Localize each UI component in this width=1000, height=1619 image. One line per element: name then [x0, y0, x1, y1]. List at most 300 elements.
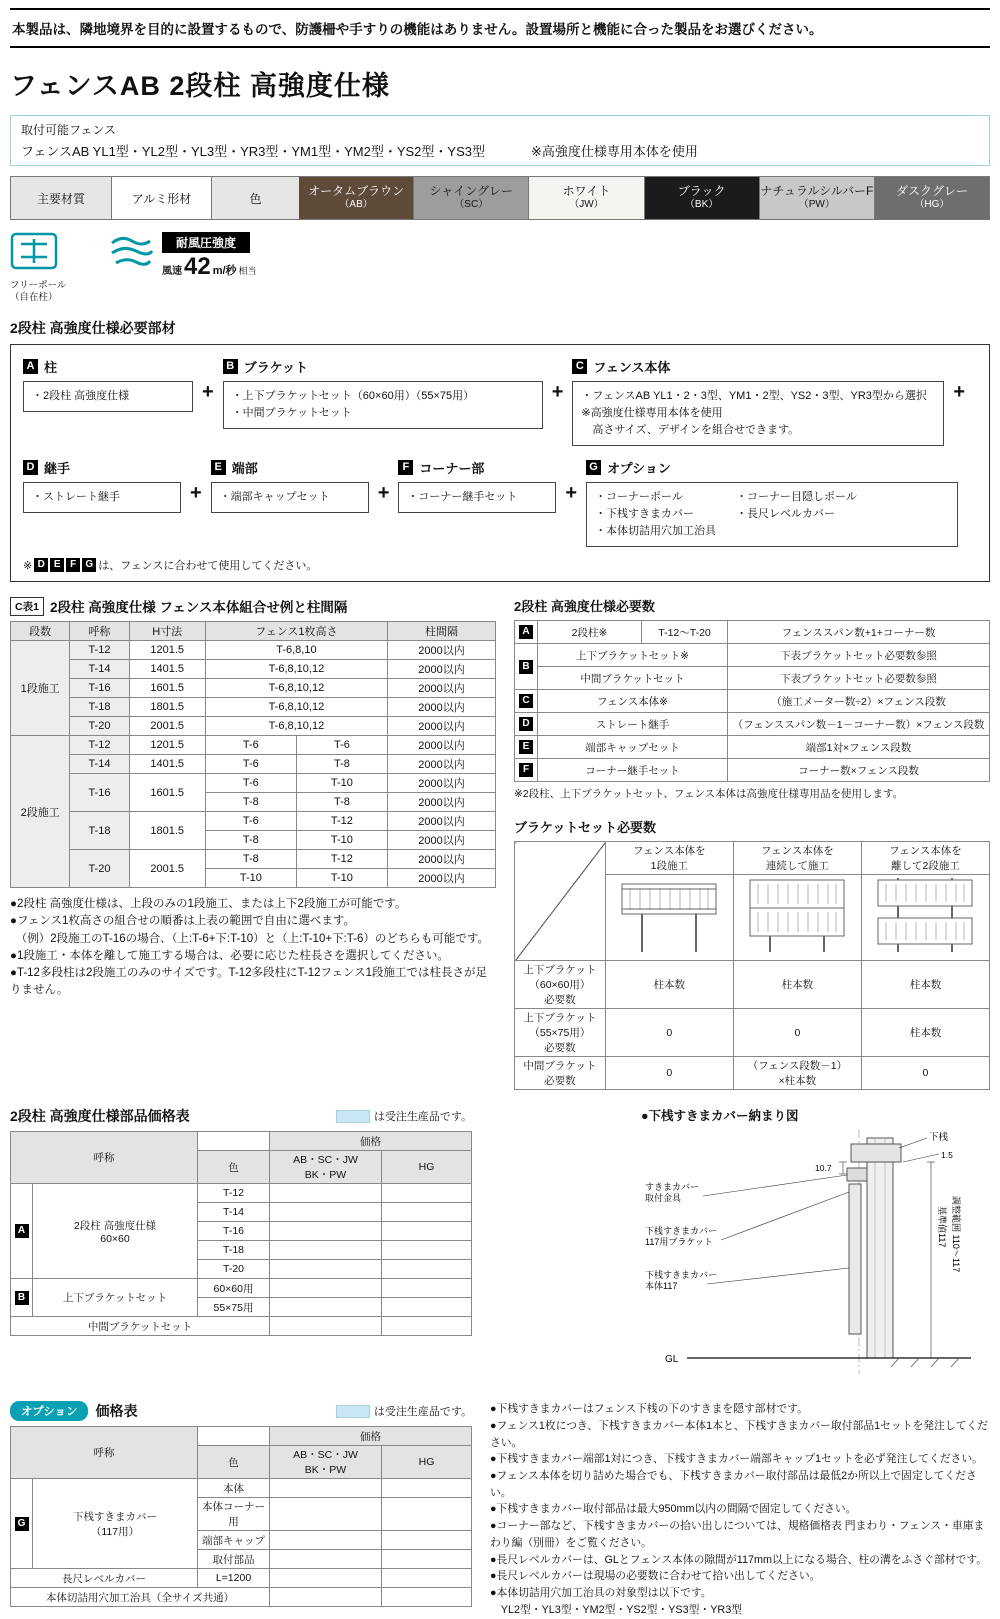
table-cell [270, 1298, 382, 1317]
part-content-joint [23, 482, 181, 513]
table-cell: フェンス1枚高さ [205, 622, 387, 641]
leader-line [899, 1138, 927, 1148]
wind-resistance-badge [110, 232, 257, 279]
text-line: ●フェンス1枚につき、下桟すきまカバー本体1本と、下桟すきまカバー取付部品1セットを発注してください。 [490, 1419, 989, 1449]
table-cell: 柱本数 [605, 961, 733, 1009]
part-item-joint [23, 458, 181, 513]
cover-bracket-label-line1: 下桟すきまカバー [645, 1226, 718, 1237]
text-line: ・本体切詰用穴加工治具 [595, 524, 717, 537]
cover-body-label-line2: 本体117 [645, 1281, 678, 1292]
plus-separator: + [953, 380, 966, 403]
required-table [514, 620, 990, 782]
text-line: ●下桟すきまカバー端部1対につき、下桟すきまカバー端部キャップ1セットを必ず発注してください。 [490, 1453, 983, 1466]
color-label: 色 [211, 177, 299, 219]
table-cell: 1801.5 [129, 698, 205, 717]
ground-hatch [911, 1358, 919, 1367]
text-line: ●フェンス1枚高さの組合せの順番は上表の範囲で自由に選べます。 [10, 915, 355, 928]
price-heading-row [10, 1106, 472, 1126]
leader-line [707, 1268, 849, 1284]
table-cell: フェンス本体を 1段施工 [605, 842, 733, 875]
table-cell: T-10 [296, 831, 387, 850]
part-label-fence-body: フェンス本体 [593, 359, 671, 375]
table-cell: T-6,8,10,12 [205, 679, 387, 698]
letter-c-badge: C [572, 359, 587, 374]
parts-row-1 [23, 357, 977, 446]
color-code: （AB） [339, 199, 373, 211]
standard-value-label: 基準値117 [937, 1206, 947, 1248]
table-cell: 取付部品 [198, 1550, 270, 1569]
table-cell: 中間ブラケットセット [11, 1317, 270, 1336]
material-value: アルミ形材 [111, 177, 211, 219]
text-line: ●長尺レベルカバーは、GLとフェンス本体の隙間が117mm以上になる場合、柱の溝をふさぐ部材です。 [490, 1553, 988, 1566]
table-cell: 2000以内 [387, 831, 495, 850]
text-line: （例）2段施工のT-16の場合、（上:T-6+下:T-10）と（上:T-10+下:T-6）のどちらも可能です。 [10, 932, 489, 945]
table-cell: 端部キャップ [198, 1531, 270, 1550]
section-letter-badge: D [519, 717, 533, 731]
option-badge: オプション [10, 1401, 88, 1421]
table-cell: 2000以内 [387, 774, 495, 793]
made-to-order-legend [336, 1108, 472, 1124]
text-line: ※高強度仕様専用本体を使用 [581, 406, 723, 419]
color-swatch [299, 177, 413, 219]
color-name: ブラック [677, 184, 726, 199]
parts-section-heading: 2段柱 高強度仕様必要部材 [10, 319, 176, 336]
table-cell [382, 1588, 472, 1607]
text-line: ・コーナー目隠しポール [736, 490, 857, 503]
table-cell: 呼称 [70, 622, 129, 641]
combination-title-row [10, 596, 496, 616]
letter-g-badge: G [82, 558, 96, 572]
price-table [10, 1131, 472, 1336]
table-cell [270, 1498, 382, 1531]
table-cell [270, 1550, 382, 1569]
dim-10-7-label: 10.7 [815, 1163, 832, 1174]
color-swatch [413, 177, 528, 219]
table-cell: 2000以内 [387, 698, 495, 717]
part-head-option [586, 458, 958, 477]
table-cell [515, 842, 606, 961]
part-item-fence-body [572, 357, 944, 446]
table-cell [198, 1132, 270, 1151]
table-cell: T-12 [70, 736, 129, 755]
table-cell: 2000以内 [387, 869, 495, 888]
option-price-table [10, 1426, 472, 1607]
text-line: ●下桟すきまカバーはフェンス下桟の下のすきまを隠す部材です。 [490, 1403, 808, 1416]
letter-a-badge: A [23, 359, 38, 374]
table-cell: T-12 [296, 850, 387, 869]
part-head-post [23, 357, 193, 376]
table-cell: 0 [861, 1057, 989, 1090]
table-cell: （施工メーター数÷2）×フェンス段数 [728, 690, 990, 713]
table-cell [382, 1531, 472, 1550]
table-cell: 2段柱 高強度仕様 60×60 [33, 1184, 198, 1279]
table-cell: 2000以内 [387, 679, 495, 698]
part-label-bracket: ブラケット [243, 359, 309, 375]
table-cell: 下桟すきまカバー （117用） [33, 1479, 198, 1569]
legend-text: は受注生産品です。 [373, 1111, 472, 1124]
text-line: ●本体切詰用穴加工治具の対象型は以下です。 [490, 1587, 712, 1600]
plus-separator: + [565, 481, 578, 504]
text-line: ・上下ブラケットセット（60×60用）（55×75用） [231, 389, 475, 402]
notice-bar: 本製品は、隣地境界を目的に設置するもので、防護柵や手すりの機能はありません。設置場所と機能に合った製品をお選びください。 [10, 8, 990, 48]
table-cell: 1401.5 [129, 755, 205, 774]
table-cell: 中間ブラケット 必要数 [515, 1057, 606, 1090]
table-cell [270, 1184, 382, 1203]
made-to-order-legend [336, 1403, 472, 1419]
bracket-table [514, 841, 990, 1090]
table-cell: T-20 [70, 850, 129, 888]
combination-section [10, 596, 496, 1090]
wind-icon [110, 232, 154, 272]
letter-e-badge: E [211, 460, 226, 475]
table-cell: ストレート継手 [538, 713, 728, 736]
table-cell [382, 1550, 472, 1569]
text-line: ・長尺レベルカバー [736, 507, 836, 520]
section-letter-badge: A [519, 625, 533, 639]
freepole-label-line1: フリーポール [10, 280, 67, 291]
fence-separated-illustration [868, 876, 982, 956]
combination-notes [10, 896, 496, 1000]
color-table [10, 176, 990, 220]
price-section [10, 1106, 472, 1385]
color-code: （JW） [569, 199, 604, 211]
part-label-joint: 継手 [44, 460, 71, 476]
table-cell: T-12 [70, 641, 129, 660]
table-cell: T-18 [70, 698, 129, 717]
fence-continuous-illustration [740, 876, 854, 956]
table-cell: T-14 [70, 755, 129, 774]
table-cell [270, 1317, 382, 1336]
table-cell: T-14 [70, 660, 129, 679]
table-cell [270, 1203, 382, 1222]
part-head-fence-body [572, 357, 944, 376]
text-line: ●長尺レベルカバーは現場の必要数に合わせて拾い出してください。 [490, 1570, 821, 1583]
part-content-corner [398, 482, 556, 513]
fence-one-tier-illustration [612, 876, 726, 956]
table-cell: T-6 [205, 812, 296, 831]
text-line: ・2段柱 高強度仕様 [32, 389, 130, 402]
plus-separator: + [377, 481, 390, 504]
part-label-post: 柱 [44, 359, 58, 375]
table-cell: AB・SC・JW BK・PW [270, 1446, 382, 1479]
table-cell [382, 1498, 472, 1531]
table-cell: 端部キャップセット [538, 736, 728, 759]
table-cell [382, 1241, 472, 1260]
required-section [514, 596, 990, 1090]
table-cell: 2000以内 [387, 793, 495, 812]
table-cell [382, 1184, 472, 1203]
part-item-post [23, 357, 193, 412]
table-cell: フェンス本体を 連続して施工 [733, 842, 861, 875]
final-notes [490, 1401, 990, 1619]
table-cell [382, 1298, 472, 1317]
text-line: ●1段施工・本体を離して施工する場合は、必要に応じた柱長さを選択してください。 [10, 949, 449, 962]
table-cell: 上下ブラケット （60×60用） 必要数 [515, 961, 606, 1009]
table-cell: 2000以内 [387, 755, 495, 774]
letter-cell [11, 1279, 33, 1317]
price-row-2 [10, 1401, 990, 1619]
table-cell: T-20 [70, 717, 129, 736]
freepole-label [10, 280, 80, 304]
letter-d-badge: D [34, 558, 48, 572]
part-item-corner [398, 458, 556, 513]
color-name: ダスクグレー [895, 184, 968, 199]
part-head-joint [23, 458, 181, 477]
footnote-text: は、フェンスに合わせて使用してください。 [98, 560, 318, 573]
parts-section [10, 344, 990, 582]
color-name: シャイングレー [429, 184, 514, 199]
part-label-corner: コーナー部 [419, 460, 485, 476]
plus-separator: + [190, 481, 202, 504]
table-cell: 下表ブラケットセット必要数参照 [728, 644, 990, 667]
color-name: ナチュラルシルバーF [760, 184, 874, 199]
plus-separator: + [551, 380, 564, 403]
table-cell: コーナー継手セット [538, 759, 728, 782]
table-cell [382, 1279, 472, 1298]
text-line: 高さサイズ、デザインを組合せできます。 [581, 423, 800, 436]
part-content-option [586, 482, 958, 547]
part-label-option: オプション [607, 460, 671, 476]
cover-body-label-line1: 下桟すきまカバー [645, 1270, 718, 1281]
table-cell [270, 1479, 382, 1498]
table-cell: （フェンススパン数－1－コーナー数）×フェンス段数 [728, 713, 990, 736]
table-cell [270, 1260, 382, 1279]
letter-f-badge: F [398, 460, 413, 475]
table-cell: T-6 [296, 736, 387, 755]
text-line: ・ストレート継手 [32, 490, 120, 503]
table-cell: 1201.5 [129, 641, 205, 660]
table-cell: T-8 [296, 755, 387, 774]
table-cell [382, 1479, 472, 1498]
letter-cell [515, 690, 538, 713]
legend-swatch [336, 1110, 370, 1123]
table-cell: T-16 [70, 774, 129, 812]
letter-cell [11, 1479, 33, 1569]
legend-text: は受注生産品です。 [373, 1406, 472, 1419]
letter-cell [515, 713, 538, 736]
table-cell: T-6,8,10,12 [205, 717, 387, 736]
text-line: ●フェンス本体を切り詰めた場合でも、下桟すきまカバー取付部品は最低2か所以上で固定してください。 [490, 1469, 977, 1499]
section-letter-badge: E [519, 740, 533, 754]
letter-d-badge: D [23, 460, 38, 475]
table-cell: 2000以内 [387, 641, 495, 660]
table-cell: 色 [198, 1446, 270, 1479]
text-line: ・端部キャップセット [219, 490, 330, 503]
required-note: ※2段柱、上下ブラケットセット、フェンス本体は高強度仕様専用品を使用します。 [514, 788, 904, 801]
table-cell: T-8 [205, 831, 296, 850]
table-cell: AB・SC・JW BK・PW [270, 1151, 382, 1184]
wind-text-block [162, 232, 257, 279]
part-head-corner [398, 458, 556, 477]
part-item-option [586, 458, 958, 547]
table-cell: 55×75用 [198, 1298, 270, 1317]
table-cell [382, 1222, 472, 1241]
color-name: オータムブラウン [308, 184, 405, 199]
table-cell: T-10 [205, 869, 296, 888]
table-cell: T-8 [296, 793, 387, 812]
bracket-heading: ブラケットセット必要数 [514, 820, 656, 836]
table-cell [382, 1569, 472, 1588]
table-cell: 1601.5 [129, 774, 205, 812]
letter-cell [515, 621, 538, 644]
leader-line [721, 1192, 849, 1240]
table-cell: 2000以内 [387, 850, 495, 869]
compatible-fence-note: ※高強度仕様専用本体を使用 [530, 144, 698, 159]
letter-cell [515, 736, 538, 759]
table-cell: 本体コーナー用 [198, 1498, 270, 1531]
color-swatch [874, 177, 989, 219]
table-cell: 色 [198, 1151, 270, 1184]
table-cell: 1201.5 [129, 736, 205, 755]
part-content-end [211, 482, 369, 513]
table-cell: 1801.5 [129, 812, 205, 850]
table-cell: 0 [733, 1009, 861, 1057]
freepole-icon [10, 232, 58, 272]
final-notes-section [490, 1401, 990, 1619]
ground-hatch [891, 1358, 899, 1367]
parts-footnote [23, 557, 977, 573]
table-cell: 長尺レベルカバー [11, 1569, 198, 1588]
wind-title: 耐風圧強度 [162, 232, 250, 253]
freepole-badge [10, 232, 80, 304]
table-cell: 0 [605, 1009, 733, 1057]
compatible-fence-box [10, 115, 990, 166]
color-code: （BK） [684, 199, 719, 211]
combination-table [10, 621, 496, 888]
table-cell: コーナー数×フェンス段数 [728, 759, 990, 782]
table-cell: 2000以内 [387, 812, 495, 831]
table-cell: T-14 [198, 1203, 270, 1222]
table-cell: 上下ブラケット （55×75用） 必要数 [515, 1009, 606, 1057]
table-cell: T-6,8,10,12 [205, 660, 387, 679]
price-row-1 [10, 1106, 990, 1385]
letter-b-badge: B [223, 359, 238, 374]
table-cell: 本体切詰用穴加工治具（全サイズ共通） [11, 1588, 270, 1607]
gl-label: GL [665, 1354, 679, 1366]
table-cell: 柱本数 [733, 961, 861, 1009]
part-item-end [211, 458, 369, 513]
text-line: ・フェンスAB YL1・2・3型、YM1・2型、YS2・3型、YR3型から選択 [581, 389, 927, 402]
compatible-fence-list: フェンスAB YL1型・YL2型・YL3型・YR3型・YM1型・YM2型・YS2型・YS3型 [21, 144, 485, 159]
table-cell: T-16 [70, 679, 129, 698]
table-cell: T-18 [198, 1241, 270, 1260]
table-cell: 2段柱※ [538, 621, 642, 644]
table-cell [382, 1317, 472, 1336]
post-shape [867, 1138, 893, 1358]
table-cell: T-10 [296, 869, 387, 888]
freepole-label-line2: （自在柱） [10, 291, 58, 303]
table-cell: 2001.5 [129, 717, 205, 736]
section-letter-badge: C [519, 694, 533, 708]
bracket-shape [847, 1168, 867, 1181]
table-cell [382, 1260, 472, 1279]
table-cell [270, 1222, 382, 1241]
table-cell: 2000以内 [387, 717, 495, 736]
table-cell [270, 1569, 382, 1588]
footnote-prefix: ※ [23, 559, 33, 572]
illustration-cell [861, 875, 989, 961]
diagram-title: ●下桟すきまカバー納まり図 [641, 1109, 799, 1124]
table-cell: T-20 [198, 1260, 270, 1279]
table-cell: 段数 [11, 622, 70, 641]
tables-section [10, 596, 990, 1090]
part-content-post [23, 381, 193, 412]
section-letter-badge: B [519, 660, 533, 674]
part-head-end [211, 458, 369, 477]
table-cell: 柱本数 [861, 1009, 989, 1057]
table-cell: 1401.5 [129, 660, 205, 679]
table-cell: 柱本数 [861, 961, 989, 1009]
table-cell: 2段施工 [11, 736, 70, 888]
cover-fitting-label-line1: すきまカバー [645, 1182, 700, 1193]
cover-detail-diagram [641, 1128, 981, 1380]
text-line: YL2型・YL3型・YM2型・YS2型・YS3型・YR3型 [490, 1603, 743, 1616]
table-cell: T-6 [205, 736, 296, 755]
illustration-cell [733, 875, 861, 961]
text-line: ●コーナー部など、下桟すきまカバーの拾い出しについては、規格価格表 門まわり・フェンス・車庫まわり編（別冊）をご覧ください。 [490, 1520, 985, 1549]
diagram-block [641, 1106, 986, 1385]
table-cell: T-12 [296, 812, 387, 831]
table-cell: T-8 [205, 793, 296, 812]
material-label: 主要材質 [11, 177, 111, 219]
cover-body-shape [849, 1184, 861, 1334]
compatible-fence-heading: 取付可能フェンス [21, 123, 117, 137]
table-cell [270, 1531, 382, 1550]
section-letter-badge: A [15, 1224, 29, 1238]
leader-line [703, 1175, 847, 1196]
table-cell: H寸法 [129, 622, 205, 641]
combination-table-title: 2段柱 高強度仕様 フェンス本体組合せ例と柱間隔 [49, 600, 348, 616]
price-table-heading: 2段柱 高強度仕様部品価格表 [10, 1108, 190, 1125]
table-cell [198, 1427, 270, 1446]
table-cell [270, 1279, 382, 1298]
table-cell: 価格 [270, 1427, 472, 1446]
section-letter-badge: F [519, 763, 533, 777]
color-swatch [644, 177, 759, 219]
part-content-bracket [223, 381, 543, 429]
color-code: （SC） [454, 199, 489, 211]
color-code: （PW） [798, 199, 835, 211]
cover-bracket-label-line2: 117用ブラケット [645, 1237, 713, 1248]
table-cell: HG [382, 1151, 472, 1184]
table-cell: T-6 [205, 755, 296, 774]
table-cell [382, 1203, 472, 1222]
table-cell: 60×60用 [198, 1279, 270, 1298]
table-cell: 価格 [270, 1132, 472, 1151]
letter-f-badge: F [66, 558, 80, 572]
table-cell: T-18 [70, 812, 129, 850]
part-label-end: 端部 [231, 460, 258, 476]
wind-speed-suffix: 相当 [238, 266, 257, 276]
text-line: ●2段柱 高強度仕様は、上段のみの1段施工、または上下2段施工が可能です。 [10, 898, 407, 911]
letter-e-badge: E [50, 558, 64, 572]
table-cell: T-8 [205, 850, 296, 869]
feature-badges [10, 232, 990, 304]
table-cell: （フェンス段数－1） ×柱本数 [733, 1057, 861, 1090]
table-cell [270, 1588, 382, 1607]
page-title: フェンスAB 2段柱 高強度仕様 [10, 71, 390, 101]
table-cell: T-12～T-20 [642, 621, 728, 644]
color-swatch [528, 177, 643, 219]
text-line: ・コーナー継手セット [407, 490, 518, 503]
part-item-bracket [223, 357, 543, 429]
table-cell: 柱間隔 [387, 622, 495, 641]
cover-fitting-label-line2: 取付金具 [645, 1193, 682, 1204]
compatible-fence-body [21, 141, 979, 160]
table-cell: T-6 [205, 774, 296, 793]
table-cell: 中間ブラケットセット [538, 667, 728, 690]
option-list-col2 [736, 489, 857, 540]
